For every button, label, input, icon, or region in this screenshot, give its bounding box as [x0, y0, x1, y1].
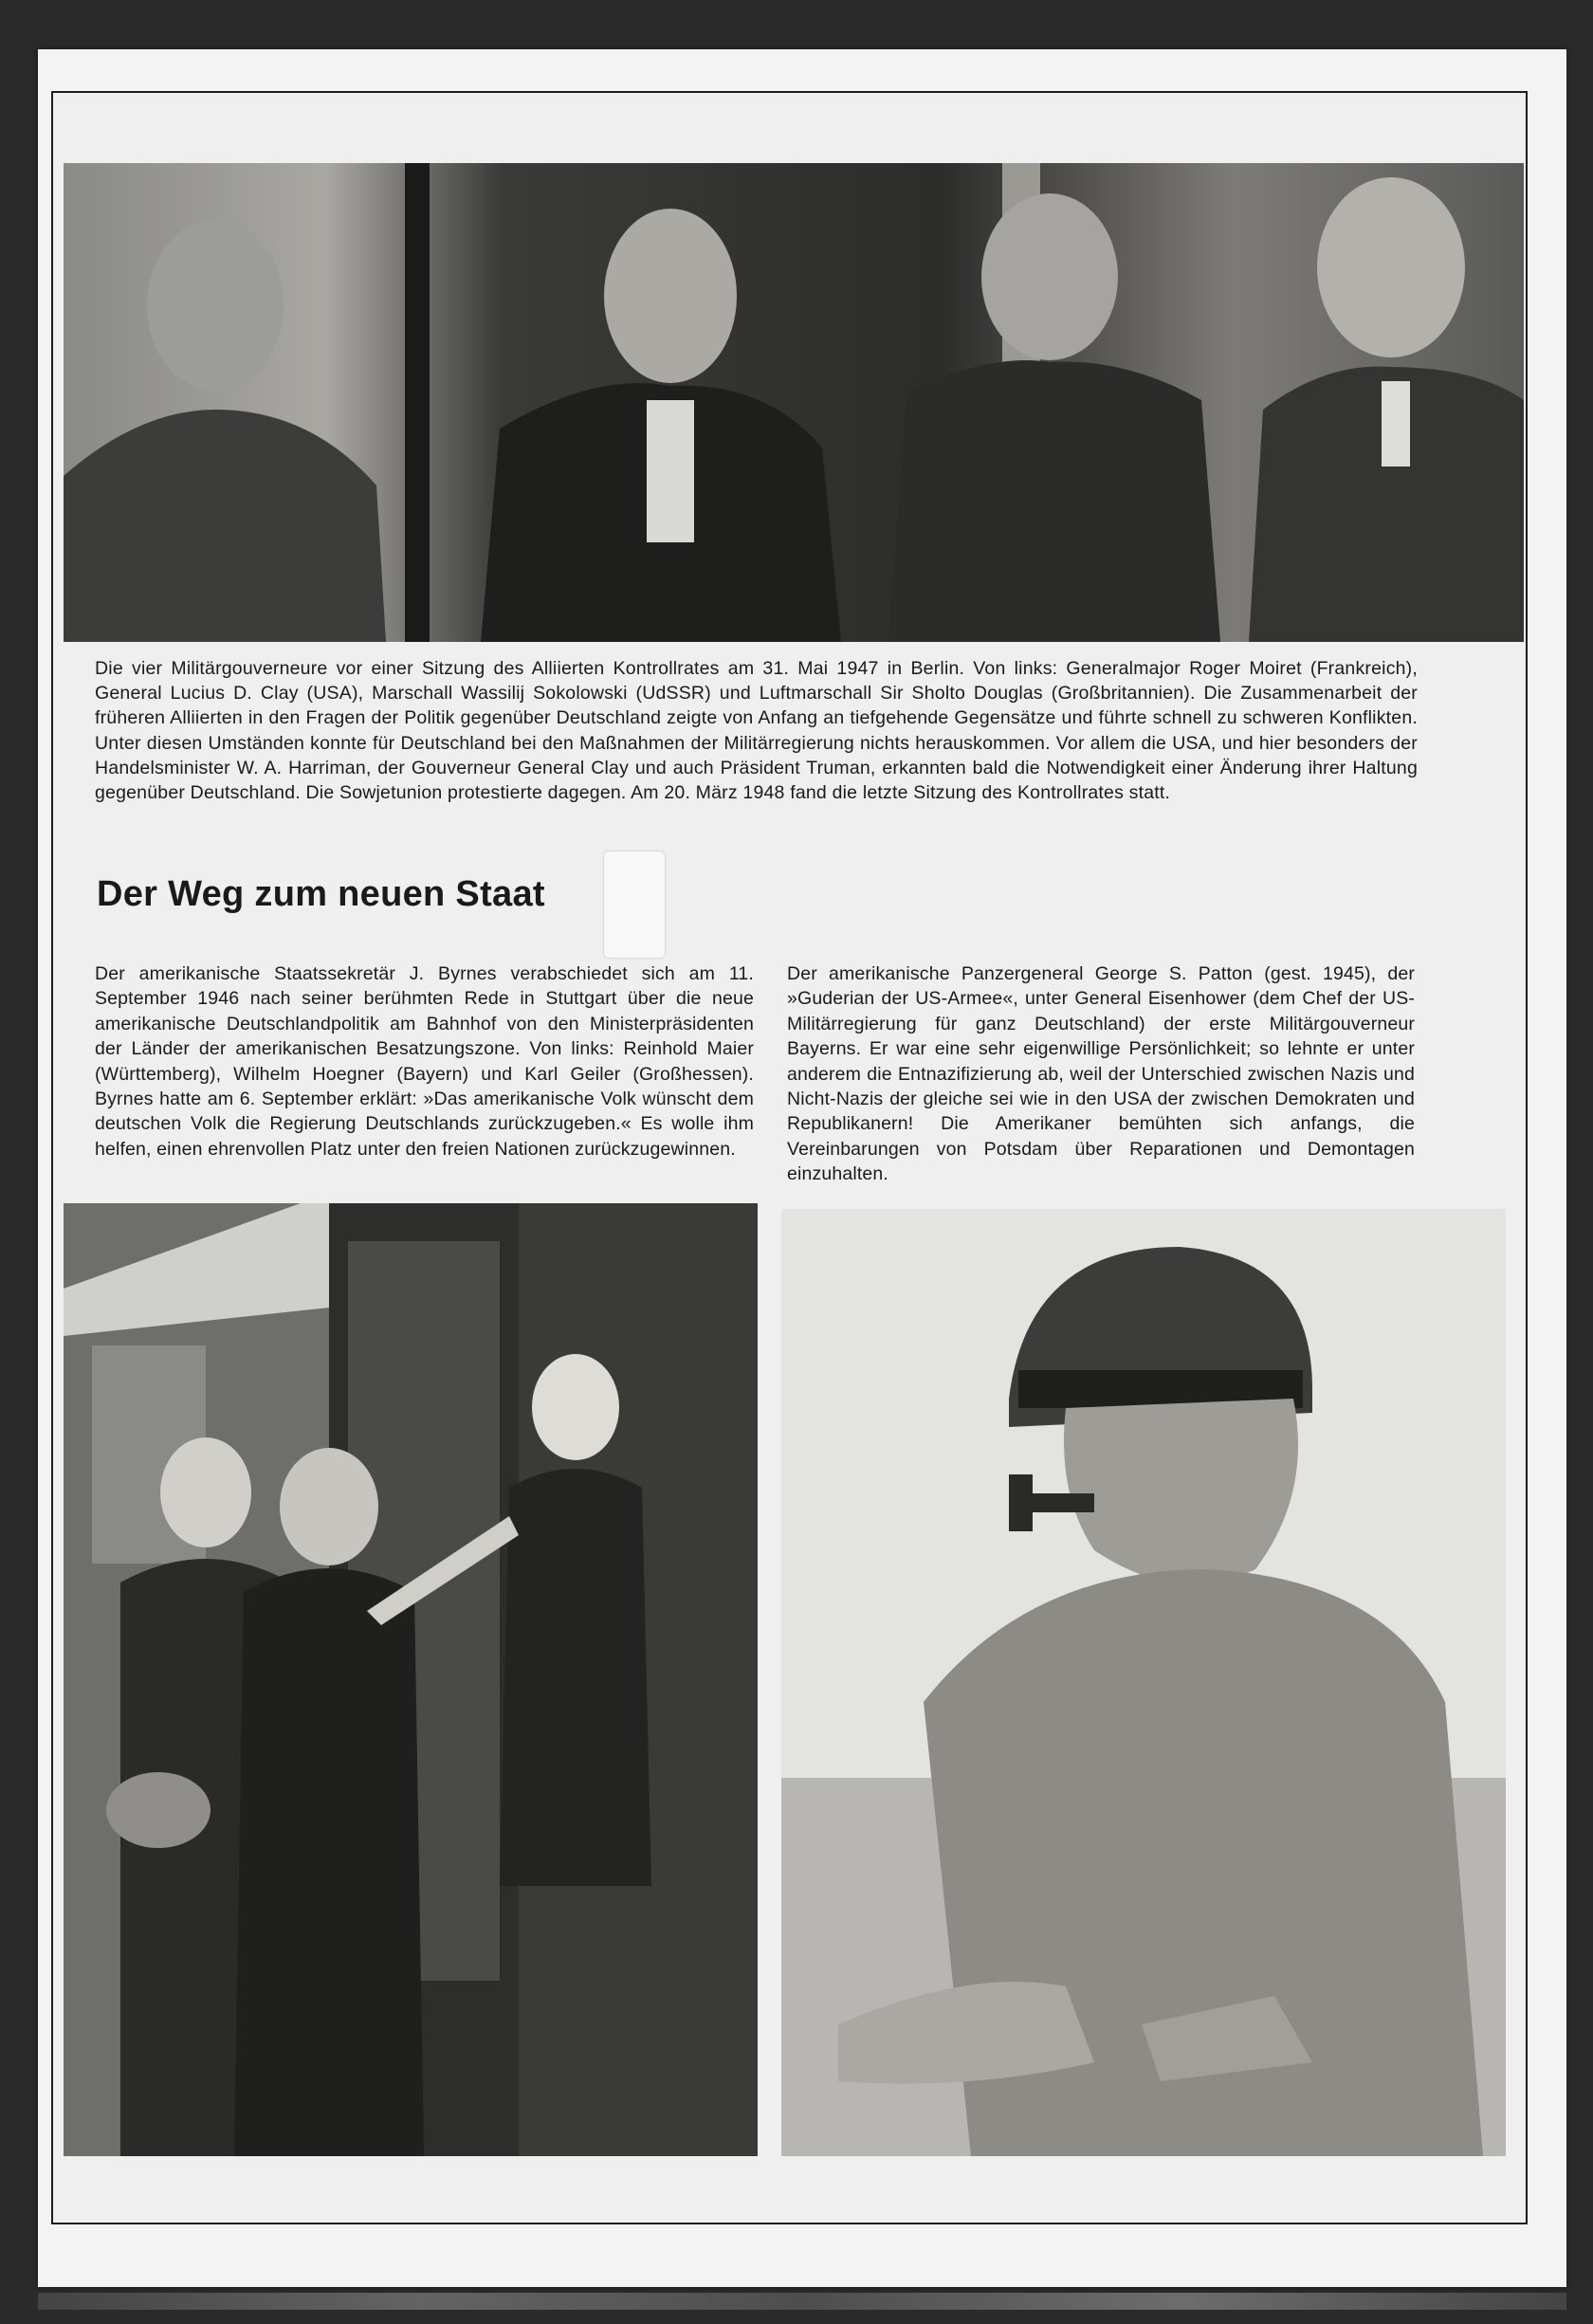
top-photo-caption: Die vier Militärgouverneure vor einer Sitzung des Alliierten Kontrollrates am 31. Mai 1947 in Berlin. Von links: Generalmajor Roger Moiret (Frankreich), General Lucius D. Clay (USA), Marschall Wassilij Sokolowski (UdSSR) und Luftmarschall Sir Sholto Douglas (Großbritannien). Die Zusammenarbeit der früheren Alliierten in den Fragen der Politik gegenüber Deutschland zeigte von Anfang an tiefgehende Gegensätze und führte schnell zu schweren Konflikten. Unter diesen Umständen konnte für Deutschland bei den Maßnahmen der Militärregierung nichts herauskommen. Vor allem die USA, und hier besonders der Handelsminister W. A. Harriman, der Gouverneur General Clay und auch Präsident Truman, erkannten bald die Notwendigkeit einer Änderung ihrer Haltung gegenüber Deutschland. Die Sowjetunion protestierte dagegen. Am 20. März 1948 fand die letzte Sitzung des Kontrollrates statt.: [95, 658, 1418, 804]
photo-patton-image: [781, 1209, 1506, 2156]
section-heading: Der Weg zum neuen Staat: [97, 874, 545, 914]
photo-four-governors: [64, 163, 1524, 642]
tape-mark: [604, 851, 665, 958]
byrnes-caption: Der amerikanische Staatssekretär J. Byrnes verabschiedet sich am 11. September 1946 nach seiner berühmten Rede in Stuttgart über die neue amerikanische Deutschlandpolitik am Bahnhof von den Ministerpräsidenten der Länder der amerikanischen Besatzungszone. Von links: Reinhold Maier (Württemberg), Wilhelm Hoegner (Bayern) und Karl Geiler (Großhessen). Byrnes hatte am 6. September erklärt: »Das amerikanische Volk wünscht dem deutschen Volk die Regierung Deutschlands zurückzugeben.« Es wolle ihm helfen, einen ehrenvollen Platz unter den freien Nationen zurückzugewinnen.: [95, 963, 754, 1160]
photo-four-governors-image: [64, 163, 1524, 642]
patton-caption: Der amerikanische Panzergeneral George S. Patton (gest. 1945), der »Guderian der US-Armee«, unter General Eisenhower (dem Chef der US-Militärregierung für ganz Deutschland) der erste Militärgouverneur Bayerns. Er war eine sehr eigenwillige Persönlichkeit; so lehnte er unter anderem die Entnazifizierung ab, weil der Unterschied zwischen Nazis und Nicht-Nazis der gleiche sei wie in den USA der zwischen Demokraten und Republikanern! Die Amerikaner bemühten sich anfangs, die Vereinbarungen von Potsdam über Reparationen und Demontagen einzuhalten.: [787, 963, 1415, 1185]
photo-byrnes-farewell: [64, 1203, 758, 2156]
photo-byrnes-farewell-image: [64, 1203, 758, 2156]
photo-patton: [781, 1209, 1506, 2156]
binder-edge: [38, 2293, 1566, 2310]
